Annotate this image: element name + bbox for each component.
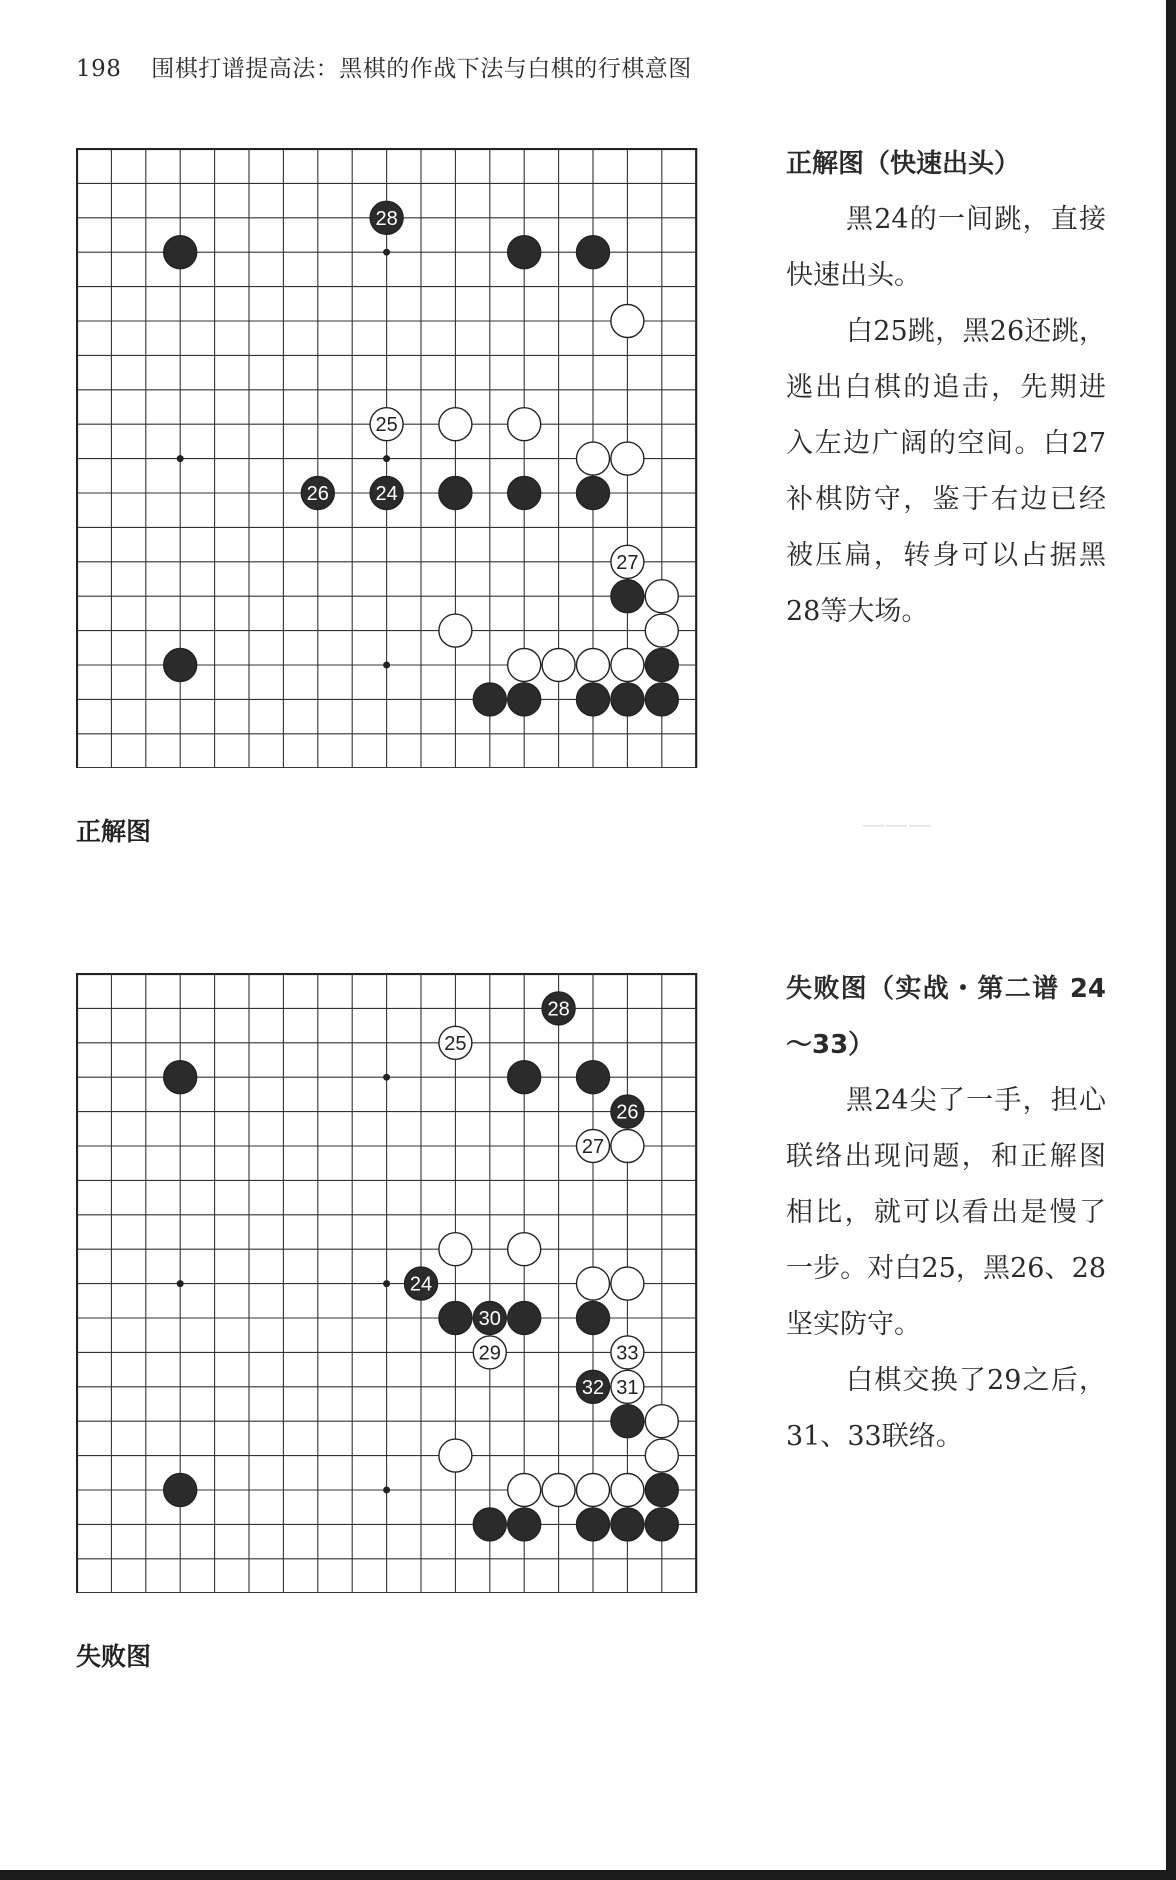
move-number: 25: [444, 1032, 467, 1055]
commentary-failure: [786, 961, 1106, 1465]
black-stone: [164, 1061, 197, 1094]
white-stone: [611, 1267, 644, 1300]
commentary-title: 正解图（快速出头）: [786, 149, 1021, 179]
white-stone: [611, 649, 644, 682]
white-stone: [439, 408, 472, 441]
black-stone: [577, 1508, 610, 1541]
black-stone: [645, 649, 678, 682]
white-stone: [508, 408, 541, 441]
page-number: 198: [76, 56, 122, 82]
star-point: [383, 1074, 390, 1081]
white-stone: [577, 649, 610, 682]
move-number: 26: [306, 483, 329, 505]
move-number: 31: [616, 1376, 639, 1399]
white-stone: [645, 580, 678, 613]
page-border-right: [1166, 0, 1176, 1880]
commentary-correct: [786, 136, 1106, 640]
black-stone: [473, 683, 506, 716]
black-stone: [508, 1061, 541, 1094]
commentary-paragraph: 白25跳，黑26还跳，逃出白棋的追击，先期进入左边广阔的空间。白27补棋防守，鉴于右边已经被压扁，转身可以占据黑28等大场。: [786, 316, 1106, 627]
move-number: 27: [616, 551, 639, 574]
star-point: [383, 1487, 390, 1494]
white-stone: [645, 1405, 678, 1438]
page-border-bottom: [0, 1870, 1176, 1880]
star-point: [177, 1280, 184, 1287]
book-title: 围棋打谱提高法：黑棋的作战下法与白棋的行棋意图: [151, 56, 692, 82]
white-stone: [577, 1267, 610, 1300]
commentary-paragraph: 黑24的一间跳，直接快速出头。: [786, 204, 1106, 291]
white-stone: [645, 1439, 678, 1472]
black-stone: [164, 649, 197, 682]
move-number: 25: [375, 414, 398, 437]
black-stone: [508, 1302, 541, 1335]
white-stone: [577, 1474, 610, 1507]
black-stone: [508, 236, 541, 269]
white-stone: [542, 1474, 575, 1507]
black-stone: [508, 683, 541, 716]
black-stone: [645, 1508, 678, 1541]
star-point: [383, 455, 390, 462]
move-number: 29: [478, 1342, 501, 1365]
black-stone: [577, 477, 610, 510]
white-stone: [611, 442, 644, 475]
black-stone: [611, 683, 644, 716]
black-stone: [577, 236, 610, 269]
page-header: [76, 50, 692, 83]
black-stone: [645, 1474, 678, 1507]
black-stone: [439, 1302, 472, 1335]
commentary-title: 失败图（实战・第二谱 24～33）: [786, 974, 1106, 1060]
bleed-through-text: ———: [862, 812, 931, 838]
move-number: 32: [581, 1376, 605, 1399]
white-stone: [611, 305, 644, 338]
black-stone: [577, 1061, 610, 1094]
black-stone: [164, 236, 197, 269]
figure-caption-correct: 正解图: [76, 817, 152, 846]
figure-caption-failure: 失败图: [76, 1642, 152, 1671]
white-stone: [439, 1439, 472, 1472]
move-number: 27: [581, 1136, 605, 1158]
black-stone: [577, 1302, 610, 1335]
star-point: [383, 662, 390, 669]
go-board-svg: [76, 148, 698, 768]
black-stone: [577, 683, 610, 716]
star-point: [383, 249, 390, 256]
move-number: 24: [375, 483, 398, 505]
white-stone: [645, 614, 678, 647]
move-number: 24: [409, 1273, 433, 1296]
white-stone: [508, 1474, 541, 1507]
black-stone: [473, 1508, 506, 1541]
move-number: 28: [547, 998, 570, 1021]
commentary-paragraph: 黑24尖了一手，担心联络出现问题，和正解图相比，就可以看出是慢了一步。对白25，黑26、28坚实防守。: [786, 1085, 1106, 1340]
white-stone: [508, 649, 541, 682]
black-stone: [611, 580, 644, 613]
go-board-failure: [76, 973, 698, 1593]
star-point: [383, 1280, 390, 1287]
white-stone: [508, 1233, 541, 1266]
move-number: 26: [616, 1101, 639, 1124]
white-stone: [439, 1233, 472, 1266]
move-number: 30: [478, 1308, 501, 1330]
go-board-correct: [76, 148, 698, 768]
black-stone: [611, 1508, 644, 1541]
white-stone: [577, 442, 610, 475]
black-stone: [439, 477, 472, 510]
black-stone: [611, 1405, 644, 1438]
white-stone: [439, 614, 472, 647]
move-number: 28: [375, 207, 398, 230]
move-number: 33: [616, 1342, 639, 1365]
black-stone: [164, 1474, 197, 1507]
go-board-svg: [76, 973, 698, 1593]
commentary-paragraph: 白棋交换了29之后，31、33联络。: [786, 1365, 1106, 1452]
black-stone: [508, 477, 541, 510]
white-stone: [542, 649, 575, 682]
black-stone: [645, 683, 678, 716]
white-stone: [611, 1474, 644, 1507]
white-stone: [611, 1130, 644, 1163]
black-stone: [508, 1508, 541, 1541]
star-point: [177, 455, 184, 462]
